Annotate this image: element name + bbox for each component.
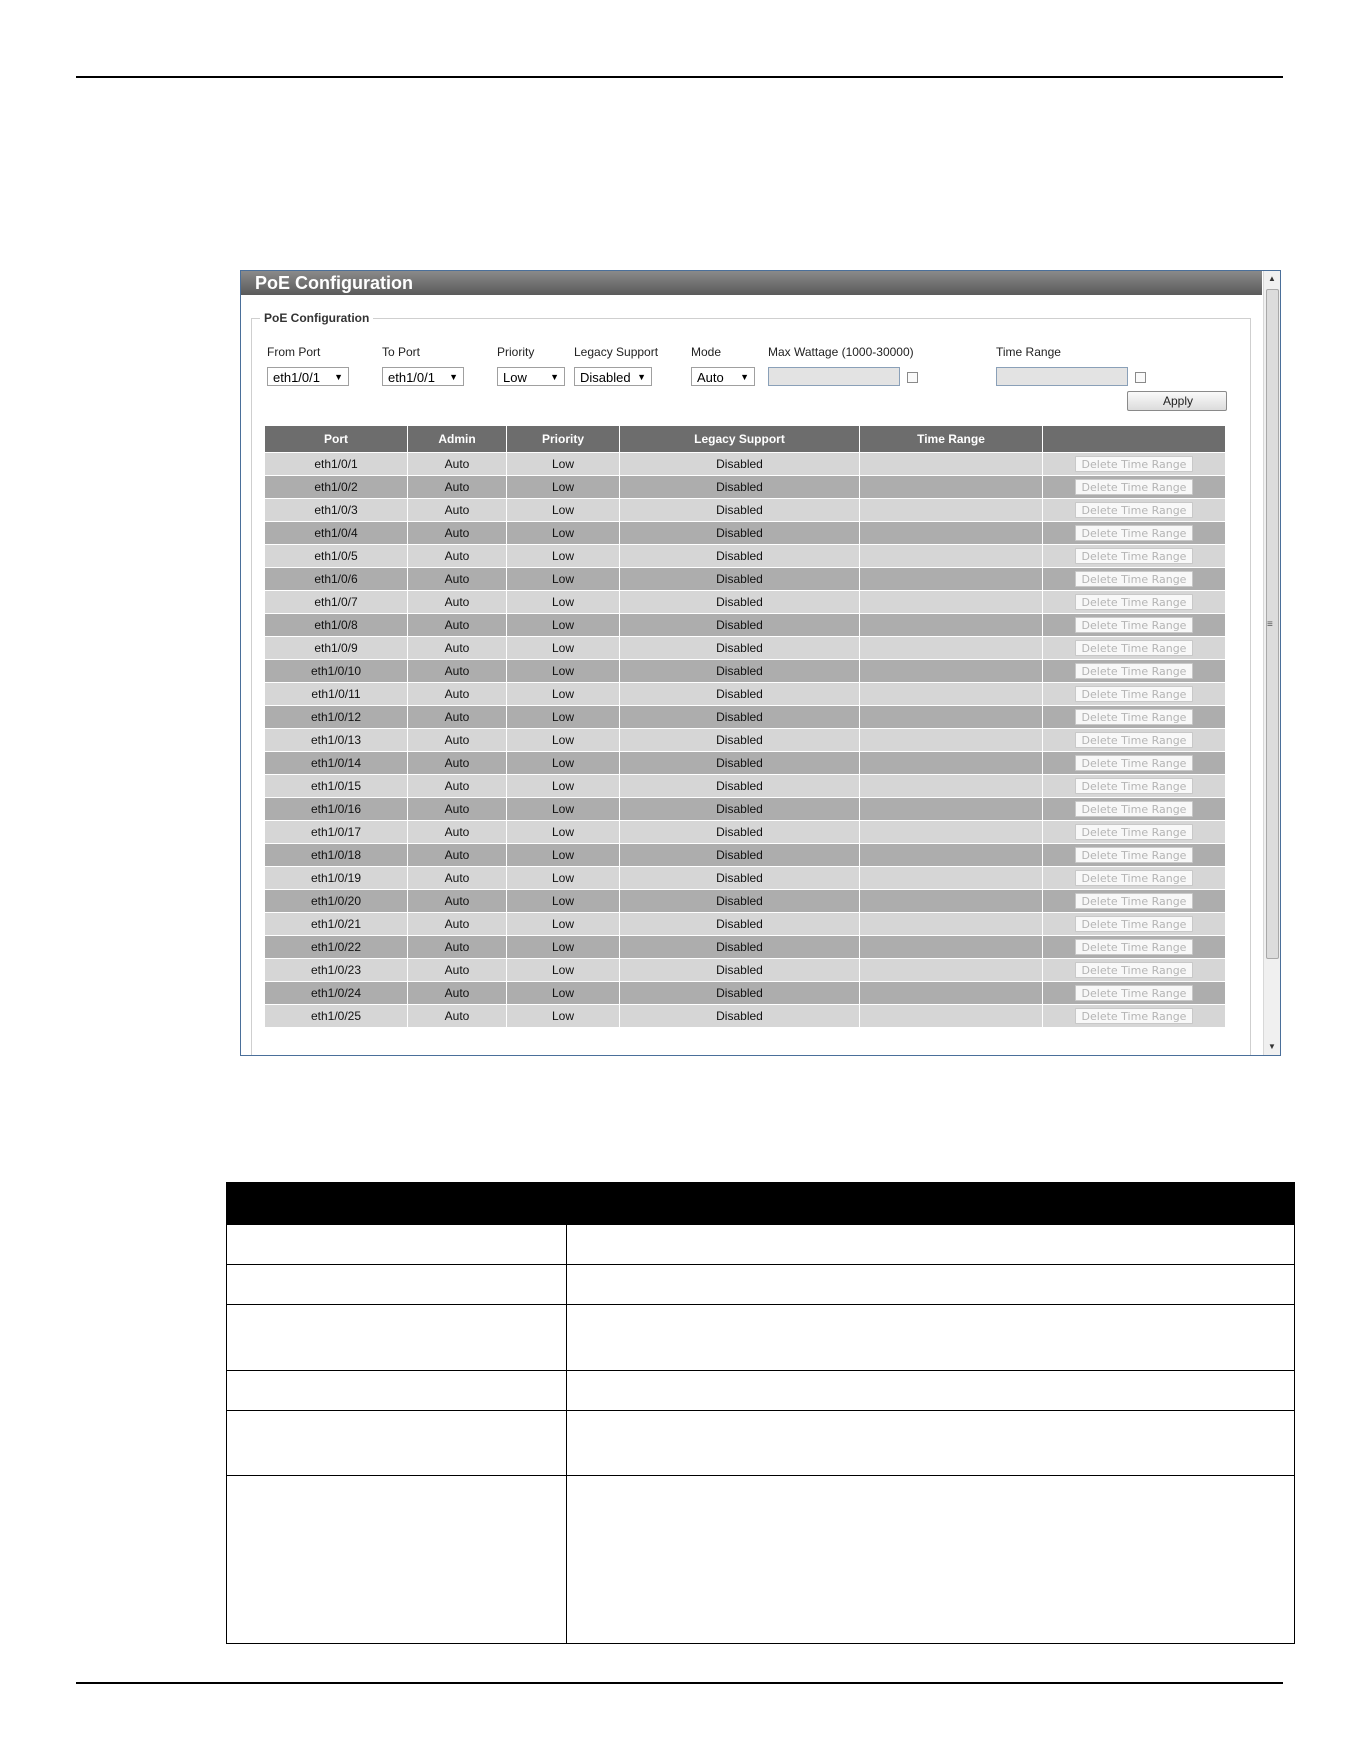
param-row — [227, 1476, 1295, 1644]
admin-cell: Auto — [408, 683, 507, 706]
priority-cell: Low — [507, 729, 620, 752]
priority-cell: Low — [507, 775, 620, 798]
table-row — [265, 798, 1226, 821]
time-range-cell — [860, 476, 1043, 499]
admin-cell: Auto — [408, 775, 507, 798]
admin-cell: Auto — [408, 798, 507, 821]
vertical-scrollbar[interactable] — [1263, 271, 1280, 1055]
chevron-down-icon: ▼ — [449, 372, 458, 382]
legacy-support-cell: Disabled — [620, 844, 860, 867]
port-cell: eth1/0/18 — [265, 844, 408, 867]
action-cell — [1043, 706, 1226, 729]
param-row — [227, 1411, 1295, 1476]
legacy-support-cell: Disabled — [620, 752, 860, 775]
delete-time-range-button[interactable]: Delete Time Range — [1075, 962, 1193, 978]
param-cell — [567, 1476, 1295, 1644]
admin-cell: Auto — [408, 706, 507, 729]
port-cell: eth1/0/5 — [265, 545, 408, 568]
table-row — [265, 637, 1226, 660]
table-row — [265, 453, 1226, 476]
legacy-support-cell: Disabled — [620, 936, 860, 959]
action-cell — [1043, 821, 1226, 844]
delete-time-range-button[interactable]: Delete Time Range — [1075, 456, 1193, 472]
port-cell: eth1/0/20 — [265, 890, 408, 913]
legacy-support-cell: Disabled — [620, 913, 860, 936]
delete-time-range-button[interactable]: Delete Time Range — [1075, 663, 1193, 679]
action-cell — [1043, 499, 1226, 522]
chevron-down-icon: ▼ — [740, 372, 749, 382]
table-row — [265, 775, 1226, 798]
poe-port-table — [264, 425, 1226, 1028]
time-range-cell — [860, 499, 1043, 522]
table-row — [265, 660, 1226, 683]
param-cell — [567, 1371, 1295, 1411]
time-range-cell — [860, 729, 1043, 752]
from-port-value: eth1/0/1 — [273, 370, 320, 385]
scroll-down-arrow-icon[interactable]: ▼ — [1268, 1042, 1276, 1051]
mode-label: Mode — [691, 345, 722, 359]
port-cell: eth1/0/13 — [265, 729, 408, 752]
action-cell — [1043, 798, 1226, 821]
from-port-label: From Port — [267, 345, 321, 359]
delete-time-range-button[interactable]: Delete Time Range — [1075, 870, 1193, 886]
legacy-support-cell: Disabled — [620, 522, 860, 545]
param-cell — [227, 1476, 567, 1644]
table-row — [265, 959, 1226, 982]
priority-cell: Low — [507, 913, 620, 936]
table-row — [265, 867, 1226, 890]
time-range-cell — [860, 936, 1043, 959]
legacy-support-cell: Disabled — [620, 683, 860, 706]
priority-cell: Low — [507, 798, 620, 821]
legacy-support-cell: Disabled — [620, 706, 860, 729]
param-row — [227, 1265, 1295, 1305]
admin-cell: Auto — [408, 752, 507, 775]
port-cell: eth1/0/23 — [265, 959, 408, 982]
time-range-cell — [860, 591, 1043, 614]
max-wattage-label: Max Wattage (1000-30000) — [768, 345, 914, 359]
legacy-support-cell: Disabled — [620, 890, 860, 913]
action-cell — [1043, 752, 1226, 775]
port-cell: eth1/0/12 — [265, 706, 408, 729]
priority-cell: Low — [507, 959, 620, 982]
delete-time-range-button[interactable]: Delete Time Range — [1075, 778, 1193, 794]
time-range-cell — [860, 959, 1043, 982]
priority-cell: Low — [507, 890, 620, 913]
port-cell: eth1/0/4 — [265, 522, 408, 545]
port-cell: eth1/0/3 — [265, 499, 408, 522]
port-cell: eth1/0/17 — [265, 821, 408, 844]
legacy-support-cell: Disabled — [620, 545, 860, 568]
param-header-cell — [227, 1183, 567, 1225]
time-range-cell — [860, 890, 1043, 913]
param-cell — [567, 1225, 1295, 1265]
admin-cell: Auto — [408, 821, 507, 844]
priority-cell: Low — [507, 545, 620, 568]
time-range-cell — [860, 798, 1043, 821]
port-cell: eth1/0/7 — [265, 591, 408, 614]
column-header-legacy-support: Legacy Support — [620, 426, 860, 453]
delete-time-range-button[interactable]: Delete Time Range — [1075, 525, 1193, 541]
table-header-row — [265, 426, 1226, 453]
param-table-header-row — [227, 1183, 1295, 1225]
chevron-down-icon: ▼ — [334, 372, 343, 382]
legacy-support-cell: Disabled — [620, 568, 860, 591]
priority-cell: Low — [507, 821, 620, 844]
admin-cell: Auto — [408, 867, 507, 890]
action-cell — [1043, 453, 1226, 476]
table-row — [265, 1005, 1226, 1028]
legacy-support-cell: Disabled — [620, 637, 860, 660]
action-cell — [1043, 913, 1226, 936]
action-cell — [1043, 660, 1226, 683]
port-cell: eth1/0/14 — [265, 752, 408, 775]
action-cell — [1043, 959, 1226, 982]
legacy-support-cell: Disabled — [620, 1005, 860, 1028]
time-range-cell — [860, 660, 1043, 683]
time-range-cell — [860, 614, 1043, 637]
table-row — [265, 568, 1226, 591]
legacy-support-cell: Disabled — [620, 614, 860, 637]
table-row — [265, 752, 1226, 775]
priority-cell: Low — [507, 844, 620, 867]
priority-cell: Low — [507, 752, 620, 775]
time-range-cell — [860, 706, 1043, 729]
priority-cell: Low — [507, 867, 620, 890]
legacy-support-cell: Disabled — [620, 867, 860, 890]
legacy-support-cell: Disabled — [620, 729, 860, 752]
table-row — [265, 476, 1226, 499]
priority-cell: Low — [507, 522, 620, 545]
delete-time-range-button[interactable]: Delete Time Range — [1075, 916, 1193, 932]
priority-cell: Low — [507, 706, 620, 729]
delete-time-range-button[interactable]: Delete Time Range — [1075, 755, 1193, 771]
param-cell — [567, 1411, 1295, 1476]
time-range-input[interactable] — [996, 367, 1128, 386]
param-row — [227, 1305, 1295, 1371]
action-cell — [1043, 936, 1226, 959]
legacy-support-cell: Disabled — [620, 775, 860, 798]
table-row — [265, 936, 1226, 959]
delete-time-range-button[interactable]: Delete Time Range — [1075, 1008, 1193, 1024]
port-cell: eth1/0/8 — [265, 614, 408, 637]
legacy-support-cell: Disabled — [620, 821, 860, 844]
admin-cell: Auto — [408, 614, 507, 637]
column-header-action — [1043, 426, 1226, 453]
delete-time-range-button[interactable]: Delete Time Range — [1075, 709, 1193, 725]
action-cell — [1043, 568, 1226, 591]
time-range-cell — [860, 867, 1043, 890]
legacy-support-cell: Disabled — [620, 476, 860, 499]
priority-cell: Low — [507, 936, 620, 959]
time-range-cell — [860, 821, 1043, 844]
action-cell — [1043, 637, 1226, 660]
delete-time-range-button[interactable]: Delete Time Range — [1075, 801, 1193, 817]
admin-cell: Auto — [408, 522, 507, 545]
delete-time-range-button[interactable]: Delete Time Range — [1075, 571, 1193, 587]
port-cell: eth1/0/16 — [265, 798, 408, 821]
table-row — [265, 545, 1226, 568]
action-cell — [1043, 614, 1226, 637]
port-cell: eth1/0/22 — [265, 936, 408, 959]
param-cell — [227, 1265, 567, 1305]
priority-cell: Low — [507, 660, 620, 683]
delete-time-range-button[interactable]: Delete Time Range — [1075, 502, 1193, 518]
action-cell — [1043, 729, 1226, 752]
priority-cell: Low — [507, 982, 620, 1005]
max-wattage-input[interactable] — [768, 367, 900, 386]
admin-cell: Auto — [408, 936, 507, 959]
table-row — [265, 844, 1226, 867]
delete-time-range-button[interactable]: Delete Time Range — [1075, 640, 1193, 656]
admin-cell: Auto — [408, 568, 507, 591]
legacy-support-select[interactable] — [574, 367, 652, 386]
delete-time-range-button[interactable]: Delete Time Range — [1075, 939, 1193, 955]
port-cell: eth1/0/21 — [265, 913, 408, 936]
admin-cell: Auto — [408, 729, 507, 752]
to-port-value: eth1/0/1 — [388, 370, 435, 385]
table-row — [265, 683, 1226, 706]
port-cell: eth1/0/19 — [265, 867, 408, 890]
table-row — [265, 913, 1226, 936]
action-cell — [1043, 545, 1226, 568]
chevron-down-icon: ▼ — [550, 372, 559, 382]
page-bottom-rule — [76, 1682, 1283, 1684]
admin-cell: Auto — [408, 476, 507, 499]
time-range-cell — [860, 913, 1043, 936]
from-port-select[interactable] — [267, 367, 349, 386]
scroll-up-arrow-icon[interactable]: ▲ — [1268, 274, 1276, 283]
param-cell — [227, 1305, 567, 1371]
admin-cell: Auto — [408, 959, 507, 982]
priority-cell: Low — [507, 614, 620, 637]
delete-time-range-button[interactable]: Delete Time Range — [1075, 479, 1193, 495]
priority-select[interactable] — [497, 367, 565, 386]
action-cell — [1043, 982, 1226, 1005]
param-header-cell — [567, 1183, 1295, 1225]
max-wattage-checkbox[interactable] — [907, 372, 918, 383]
legacy-support-cell: Disabled — [620, 591, 860, 614]
port-cell: eth1/0/2 — [265, 476, 408, 499]
legacy-support-cell: Disabled — [620, 798, 860, 821]
apply-button[interactable]: Apply — [1127, 391, 1227, 411]
poe-configuration-window — [240, 270, 1281, 1056]
port-cell: eth1/0/11 — [265, 683, 408, 706]
param-cell — [227, 1371, 567, 1411]
priority-cell: Low — [507, 568, 620, 591]
column-header-time-range: Time Range — [860, 426, 1043, 453]
priority-label: Priority — [497, 345, 535, 359]
port-cell: eth1/0/15 — [265, 775, 408, 798]
legacy-support-cell: Disabled — [620, 453, 860, 476]
time-range-cell — [860, 752, 1043, 775]
action-cell — [1043, 775, 1226, 798]
action-cell — [1043, 890, 1226, 913]
admin-cell: Auto — [408, 545, 507, 568]
port-cell: eth1/0/1 — [265, 453, 408, 476]
delete-time-range-button[interactable]: Delete Time Range — [1075, 824, 1193, 840]
time-range-cell — [860, 637, 1043, 660]
to-port-select[interactable] — [382, 367, 464, 386]
delete-time-range-button[interactable]: Delete Time Range — [1075, 893, 1193, 909]
port-cell: eth1/0/24 — [265, 982, 408, 1005]
delete-time-range-button[interactable]: Delete Time Range — [1075, 548, 1193, 564]
action-cell — [1043, 1005, 1226, 1028]
delete-time-range-button[interactable]: Delete Time Range — [1075, 617, 1193, 633]
time-range-cell — [860, 453, 1043, 476]
time-range-cell — [860, 568, 1043, 591]
delete-time-range-button[interactable]: Delete Time Range — [1075, 594, 1193, 610]
parameter-description-table — [226, 1182, 1295, 1644]
table-row — [265, 522, 1226, 545]
delete-time-range-button[interactable]: Delete Time Range — [1075, 847, 1193, 863]
mode-select[interactable] — [691, 367, 755, 386]
action-cell — [1043, 683, 1226, 706]
priority-cell: Low — [507, 453, 620, 476]
legacy-support-label: Legacy Support — [574, 345, 659, 359]
action-cell — [1043, 591, 1226, 614]
table-row — [265, 706, 1226, 729]
delete-time-range-button[interactable]: Delete Time Range — [1075, 686, 1193, 702]
admin-cell: Auto — [408, 453, 507, 476]
port-cell: eth1/0/25 — [265, 1005, 408, 1028]
priority-cell: Low — [507, 591, 620, 614]
admin-cell: Auto — [408, 982, 507, 1005]
port-cell: eth1/0/10 — [265, 660, 408, 683]
table-row — [265, 890, 1226, 913]
delete-time-range-button[interactable]: Delete Time Range — [1075, 732, 1193, 748]
priority-cell: Low — [507, 476, 620, 499]
admin-cell: Auto — [408, 890, 507, 913]
chevron-down-icon: ▼ — [637, 372, 646, 382]
window-title: PoE Configuration — [241, 271, 1262, 295]
scroll-grip-icon: ≡ — [1267, 619, 1273, 630]
priority-value: Low — [503, 370, 527, 385]
column-header-port: Port — [265, 426, 408, 453]
mode-value: Auto — [697, 370, 724, 385]
param-cell — [567, 1265, 1295, 1305]
time-range-checkbox[interactable] — [1135, 372, 1146, 383]
time-range-cell — [860, 545, 1043, 568]
priority-cell: Low — [507, 1005, 620, 1028]
admin-cell: Auto — [408, 1005, 507, 1028]
table-row — [265, 591, 1226, 614]
action-cell — [1043, 476, 1226, 499]
delete-time-range-button[interactable]: Delete Time Range — [1075, 985, 1193, 1001]
time-range-cell — [860, 982, 1043, 1005]
legacy-support-cell: Disabled — [620, 959, 860, 982]
table-row — [265, 614, 1226, 637]
admin-cell: Auto — [408, 660, 507, 683]
action-cell — [1043, 844, 1226, 867]
table-row — [265, 982, 1226, 1005]
time-range-label: Time Range — [996, 345, 1061, 359]
action-cell — [1043, 522, 1226, 545]
param-cell — [567, 1305, 1295, 1371]
legacy-support-cell: Disabled — [620, 982, 860, 1005]
column-header-admin: Admin — [408, 426, 507, 453]
table-row — [265, 729, 1226, 752]
param-cell — [227, 1411, 567, 1476]
time-range-cell — [860, 844, 1043, 867]
admin-cell: Auto — [408, 913, 507, 936]
page-top-rule — [76, 76, 1283, 78]
table-row — [265, 821, 1226, 844]
admin-cell: Auto — [408, 637, 507, 660]
param-row — [227, 1225, 1295, 1265]
to-port-label: To Port — [382, 345, 421, 359]
time-range-cell — [860, 1005, 1043, 1028]
legacy-support-cell: Disabled — [620, 499, 860, 522]
legacy-support-cell: Disabled — [620, 660, 860, 683]
column-header-priority: Priority — [507, 426, 620, 453]
param-row — [227, 1371, 1295, 1411]
admin-cell: Auto — [408, 844, 507, 867]
admin-cell: Auto — [408, 499, 507, 522]
priority-cell: Low — [507, 683, 620, 706]
table-row — [265, 499, 1226, 522]
port-cell: eth1/0/9 — [265, 637, 408, 660]
time-range-cell — [860, 683, 1043, 706]
admin-cell: Auto — [408, 591, 507, 614]
priority-cell: Low — [507, 499, 620, 522]
param-cell — [227, 1225, 567, 1265]
time-range-cell — [860, 522, 1043, 545]
legacy-support-value: Disabled — [580, 370, 631, 385]
fieldset-legend: PoE Configuration — [264, 311, 370, 325]
action-cell — [1043, 867, 1226, 890]
priority-cell: Low — [507, 637, 620, 660]
time-range-cell — [860, 775, 1043, 798]
port-cell: eth1/0/6 — [265, 568, 408, 591]
